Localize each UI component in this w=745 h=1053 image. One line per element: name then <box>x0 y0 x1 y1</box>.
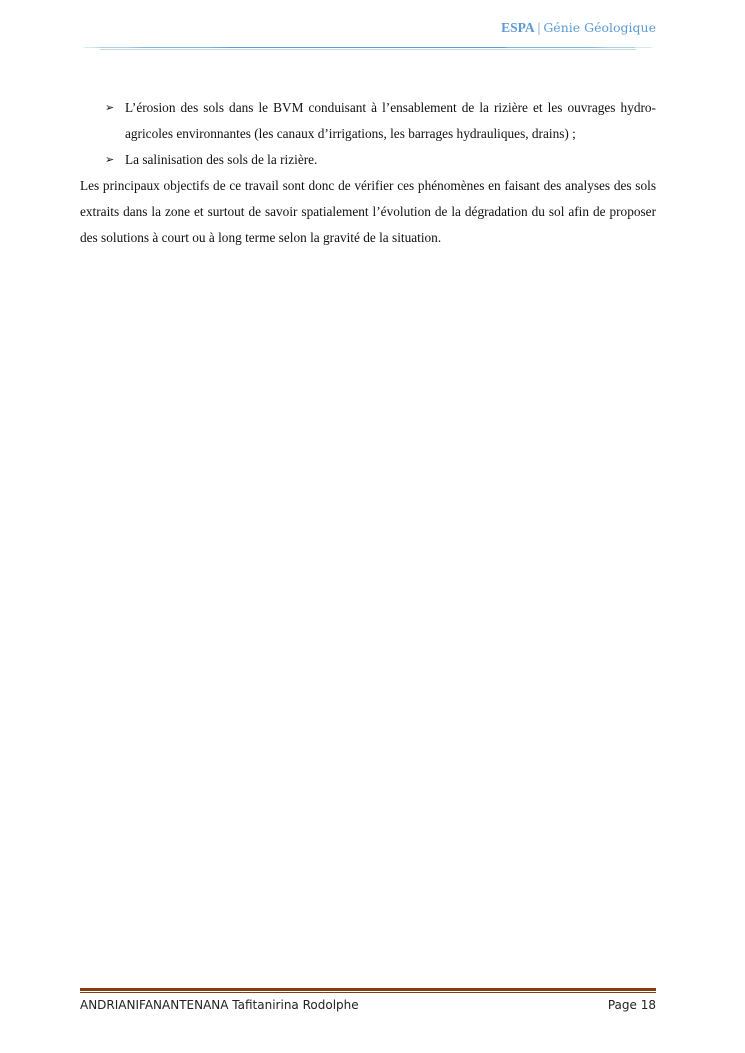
page-header <box>80 18 656 54</box>
bullet-list <box>80 95 656 173</box>
page-content <box>80 95 656 251</box>
header-department: Génie Géologique <box>543 20 656 35</box>
header-title <box>501 20 656 36</box>
header-divider-shadow <box>100 49 636 50</box>
footer-divider-thick <box>80 988 656 991</box>
bullet-item-salinisation <box>80 147 656 173</box>
footer-text <box>80 998 656 1016</box>
header-separator: | <box>537 20 541 35</box>
page-footer <box>80 988 656 1016</box>
bullet-text: L’érosion des sols dans le BVM conduisant à l’ensablement de la rizière et les ouvrages hydro-agricoles environnantes (les canaux d’irrigations, les barrages hydrauliques, drains) ; <box>125 100 656 141</box>
objectives-paragraph: Les principaux objectifs de ce travail sont donc de vérifier ces phénomènes en faisant des analyses des sols extraits dans la zone et surtout de savoir spatialement l’évolution de la dégradation du sol afin de proposer des solutions à court ou à long terme selon la gravité de la situation. <box>80 178 656 245</box>
footer-page-number: Page 18 <box>607 998 656 1012</box>
header-divider <box>80 47 656 48</box>
bullet-text: La salinisation des sols de la rizière. <box>125 152 318 167</box>
arrow-bullet-icon: ➢ <box>105 101 115 114</box>
header-school: ESPA <box>501 20 535 35</box>
bullet-item-erosion <box>80 95 656 147</box>
footer-divider-thin <box>80 992 656 993</box>
footer-author: ANDRIANIFANANTENANA Tafitanirina Rodolphe <box>80 998 359 1012</box>
arrow-bullet-icon: ➢ <box>105 153 115 166</box>
